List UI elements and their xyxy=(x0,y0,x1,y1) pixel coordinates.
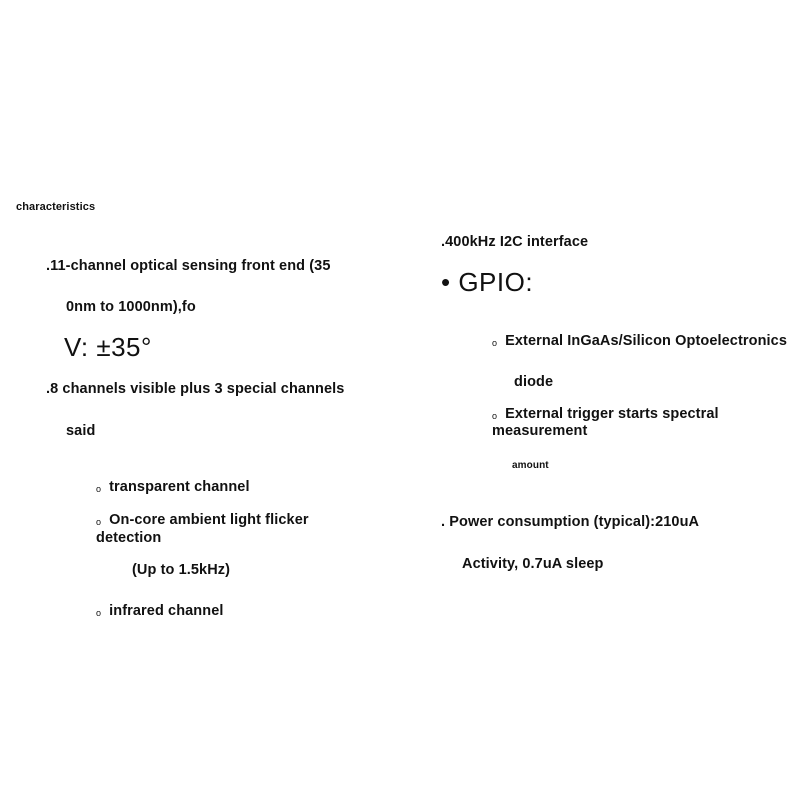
right-sub-item-1-text: External InGaAs/Silicon Optoelectronics xyxy=(505,333,788,349)
bullet-icon: o xyxy=(492,411,498,422)
right-item-1: .400kHz I2C interface xyxy=(441,234,589,250)
left-item-2-continued: said xyxy=(66,423,96,439)
left-sub-item-2-text: On-core ambient light flicker xyxy=(109,512,309,528)
right-sub-item-2-line-1 xyxy=(492,405,719,423)
left-sub-item-3 xyxy=(96,602,224,620)
right-sub-item-2-line-3: amount xyxy=(512,460,549,471)
bullet-icon: o xyxy=(492,338,498,349)
right-power-line-2: Activity, 0.7uA sleep xyxy=(462,556,604,572)
right-power-line-1: . Power consumption (typical):210uA xyxy=(441,514,700,530)
left-sub-item-2-line-2: detection xyxy=(96,530,162,546)
bullet-icon: o xyxy=(96,608,102,619)
left-item-1-line-1: .11-channel optical sensing front end (35 xyxy=(46,258,331,274)
left-sub-item-3-text: infrared channel xyxy=(109,603,224,619)
right-sub-item-2-line-2: measurement xyxy=(492,423,588,439)
bullet-icon: o xyxy=(96,484,102,495)
right-sub-item-1-line-1 xyxy=(492,332,787,350)
left-item-1-line-2: 0nm to 1000nm),fo xyxy=(66,299,196,315)
left-sub-item-2-line-1 xyxy=(96,511,309,529)
right-sub-item-2-text: External trigger starts spectral xyxy=(505,406,719,422)
right-sub-item-1-line-2: diode xyxy=(514,374,554,390)
right-gpio-heading: • GPIO: xyxy=(441,267,534,297)
left-item-1-line-3: V: ±35° xyxy=(64,332,152,362)
left-sub-item-1 xyxy=(96,478,250,496)
section-heading: characteristics xyxy=(16,201,96,213)
left-sub-item-2-line-3: (Up to 1.5kHz) xyxy=(132,562,231,578)
left-item-2: .8 channels visible plus 3 special channels xyxy=(46,381,345,397)
left-sub-item-1-text: transparent channel xyxy=(109,479,250,495)
bullet-icon: o xyxy=(96,517,102,528)
